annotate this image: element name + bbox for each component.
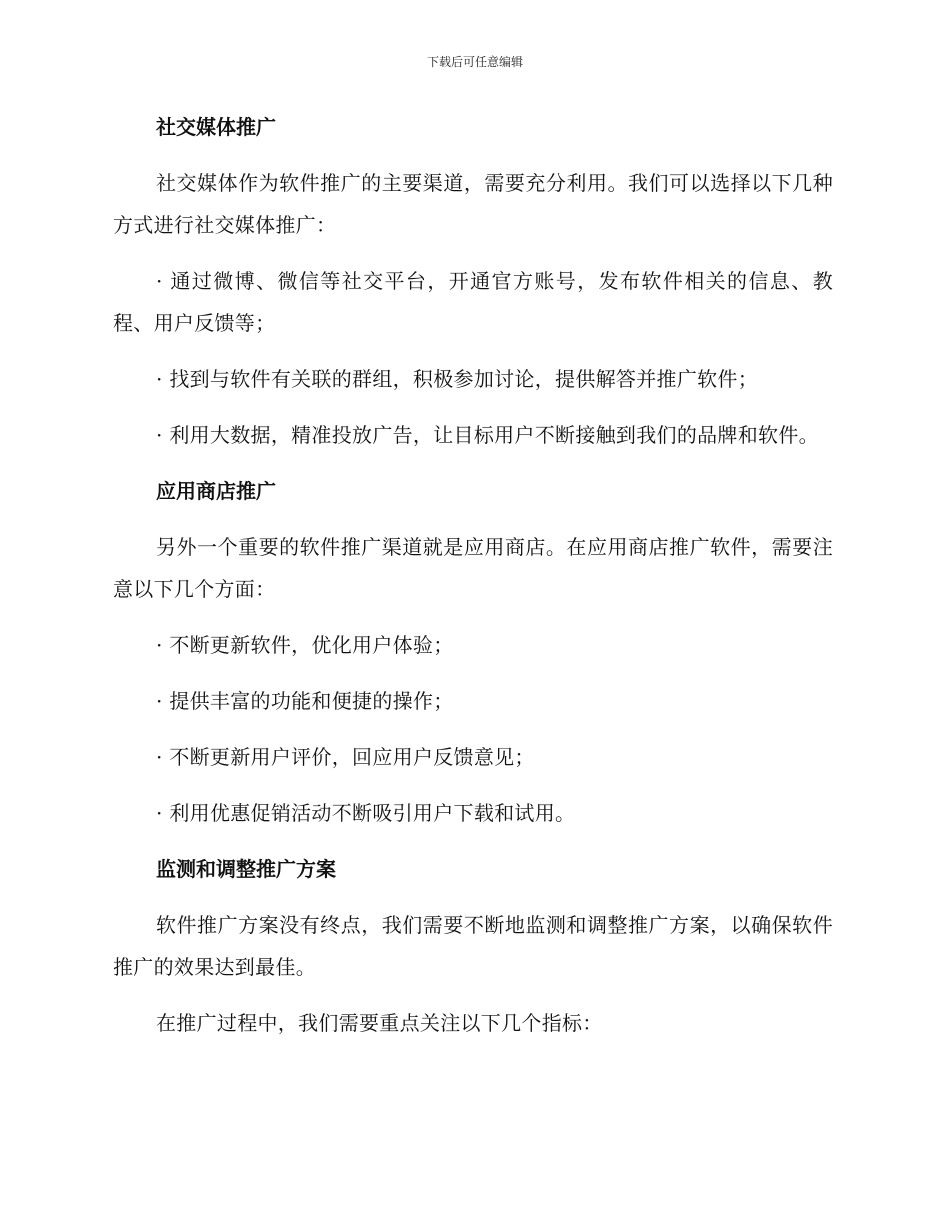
paragraph: 社交媒体作为软件推广的主要渠道，需要充分利用。我们可以选择以下几种方式进行社交媒体推广： <box>113 171 833 237</box>
page-header: 下载后可任意编辑 <box>426 55 523 69</box>
paragraph: 另外一个重要的软件推广渠道就是应用商店。在应用商店推广软件，需要注意以下几个方面： <box>113 535 833 601</box>
paragraph: 在推广过程中，我们需要重点关注以下几个指标： <box>156 1011 603 1035</box>
document-body <box>113 106 833 1058</box>
section-heading-app-store: 应用商店推广 <box>156 479 276 503</box>
bullet-paragraph: · 通过微博、微信等社交平台，开通官方账号，发布软件相关的信息、教程、用户反馈等； <box>113 269 833 335</box>
section-heading-social-media: 社交媒体推广 <box>156 115 276 139</box>
bullet-paragraph: · 不断更新用户评价，回应用户反馈意见； <box>156 745 535 769</box>
bullet-paragraph: · 利用大数据，精准投放广告，让目标用户不断接触到我们的品牌和软件。 <box>156 423 819 447</box>
bullet-paragraph: · 利用优惠促销活动不断吸引用户下载和试用。 <box>156 801 576 825</box>
bullet-paragraph: · 找到与软件有关联的群组，积极参加讨论，提供解答并推广软件； <box>156 367 759 391</box>
paragraph: 软件推广方案没有终点，我们需要不断地监测和调整推广方案，以确保软件推广的效果达到最佳。 <box>113 913 833 979</box>
section-heading-monitoring: 监测和调整推广方案 <box>156 857 336 881</box>
bullet-paragraph: · 不断更新软件，优化用户体验； <box>156 633 454 657</box>
bullet-paragraph: · 提供丰富的功能和便捷的操作； <box>156 689 454 713</box>
